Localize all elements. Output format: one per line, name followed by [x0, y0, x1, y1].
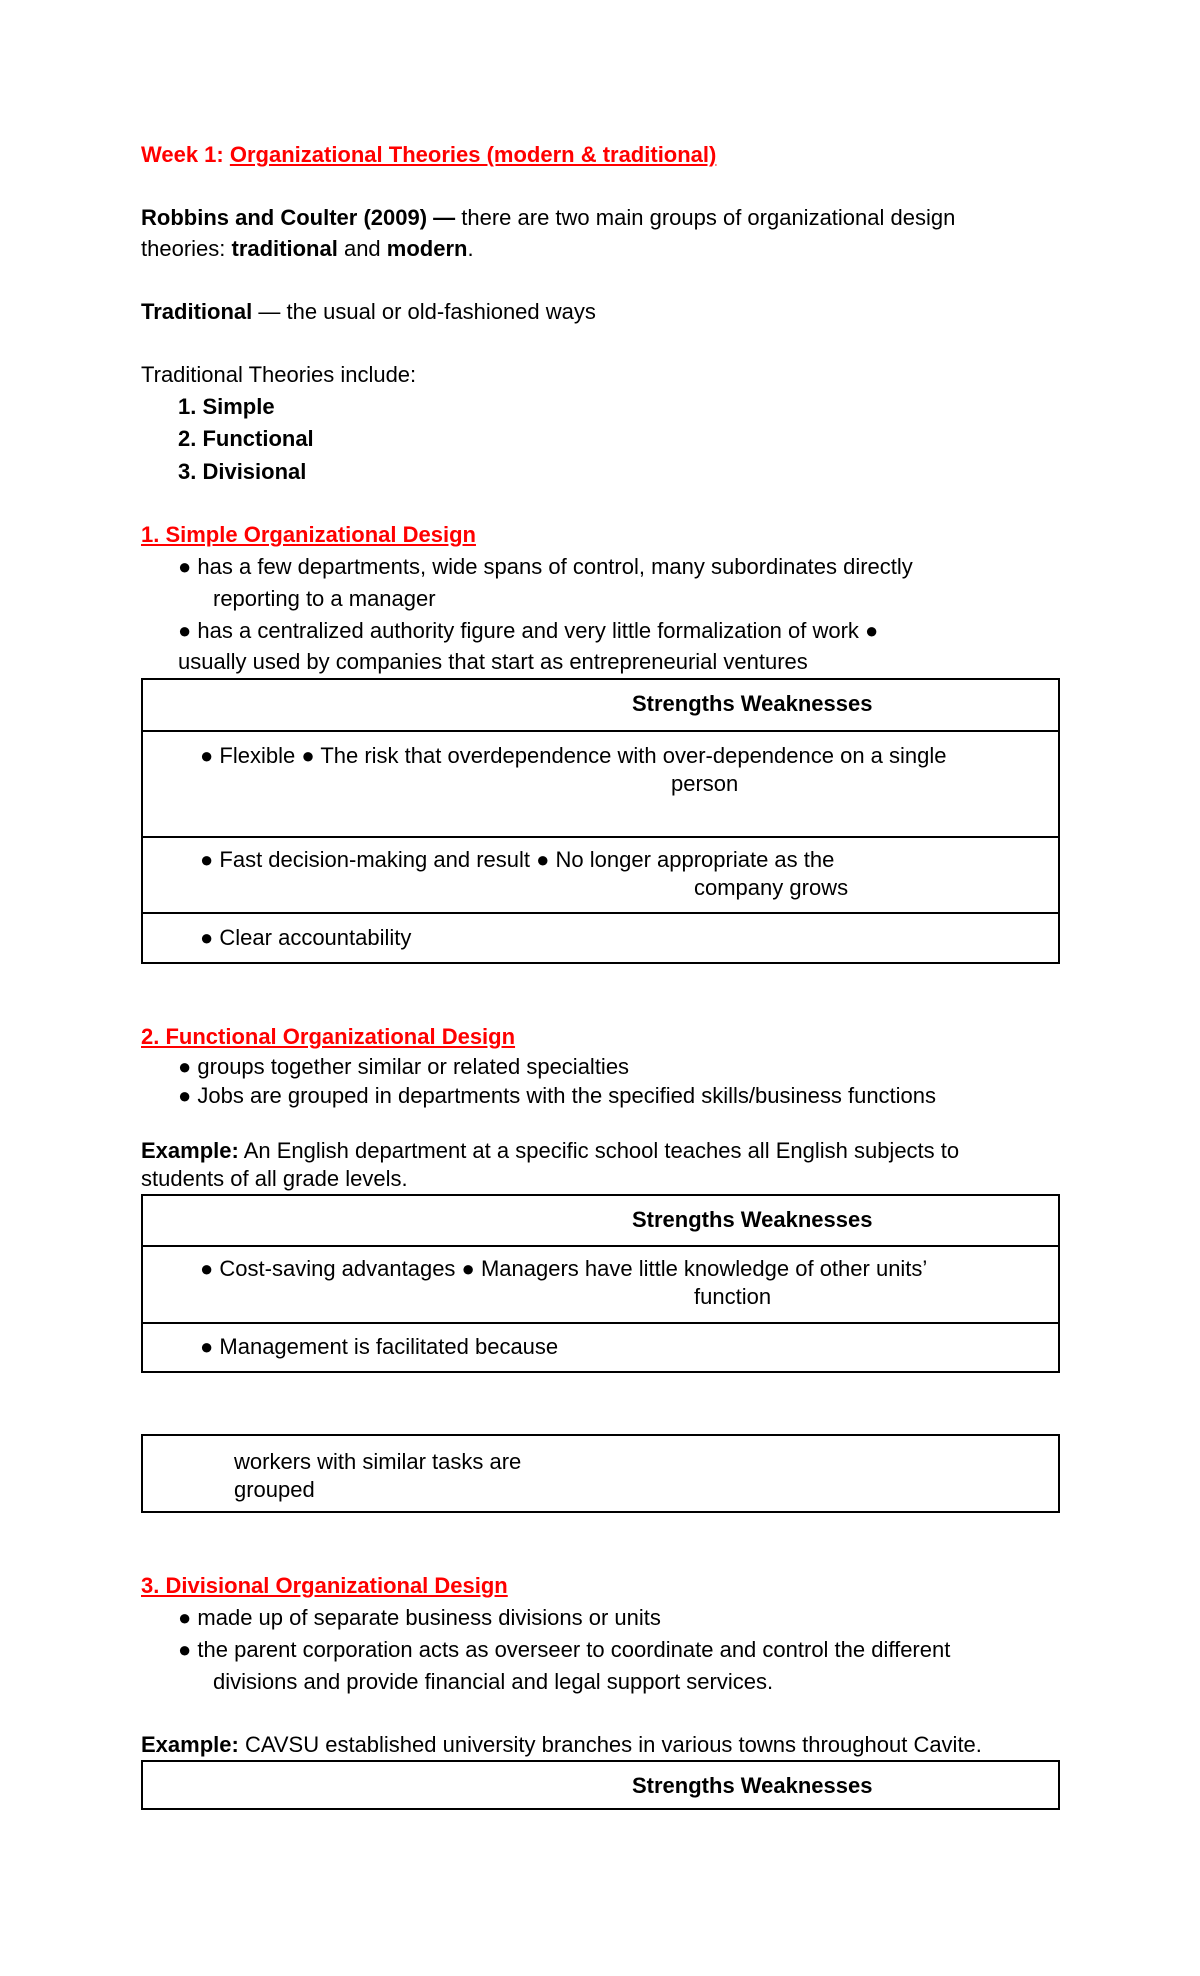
- divisional-bullet-2-cont: divisions and provide financial and legal support services.: [213, 1669, 774, 1694]
- week-heading: [141, 142, 716, 168]
- table-header-row: [143, 1196, 1058, 1245]
- intro-line-1: [141, 205, 955, 231]
- table-cell: company grows: [694, 875, 849, 900]
- week-title: Organizational Theories (modern & traditional): [229, 142, 717, 167]
- table-row: [143, 912, 1058, 962]
- example-text: An English department at a specific school teaches all English subjects to: [238, 1138, 960, 1163]
- divisional-heading: 3. Divisional Organizational Design: [141, 1573, 508, 1598]
- table-row: [143, 1322, 1058, 1371]
- table-header: Strengths Weaknesses: [632, 691, 873, 716]
- table-cell: ● Cost-saving advantages ● Managers have little knowledge of other units’: [200, 1256, 928, 1281]
- intro-text-2: theories:: [141, 236, 232, 261]
- theory-item-functional: 2. Functional: [178, 426, 314, 451]
- table-header: Strengths Weaknesses: [632, 1207, 873, 1232]
- traditional-def-text: — the usual or old-fashioned ways: [252, 299, 596, 324]
- simple-bullet-1-cont: reporting to a manager: [213, 586, 436, 611]
- table-cell: person: [671, 771, 739, 796]
- period: .: [467, 236, 474, 261]
- table-header-row: [143, 680, 1058, 730]
- table-cell: workers with similar tasks are: [234, 1449, 522, 1474]
- traditional-definition: [141, 299, 596, 325]
- traditional-def-term: Traditional: [141, 299, 253, 324]
- divisional-table: [141, 1760, 1060, 1810]
- traditional-term: traditional: [231, 236, 338, 261]
- functional-bullet-2: ● Jobs are grouped in departments with the specified skills/business functions: [178, 1083, 937, 1108]
- divisional-bullet-2: ● the parent corporation acts as overseer to coordinate and control the different: [178, 1637, 951, 1662]
- table-cell: function: [694, 1284, 772, 1309]
- theories-intro: Traditional Theories include:: [141, 362, 417, 387]
- simple-bullet-2: ● has a centralized authority figure and very little formalization of work ●: [178, 618, 879, 643]
- modern-term: modern: [386, 236, 468, 261]
- functional-heading: 2. Functional Organizational Design: [141, 1024, 516, 1049]
- functional-example: [141, 1138, 959, 1164]
- table-cell: grouped: [234, 1477, 315, 1502]
- source-citation: Robbins and Coulter (2009) —: [141, 205, 456, 230]
- simple-heading: 1. Simple Organizational Design: [141, 522, 476, 547]
- functional-example-cont: students of all grade levels.: [141, 1166, 408, 1191]
- table-row: [143, 836, 1058, 912]
- theory-item-simple: 1. Simple: [178, 394, 275, 419]
- example-label: Example:: [141, 1138, 239, 1163]
- functional-table-continued: [141, 1434, 1060, 1513]
- simple-bullet-3: usually used by companies that start as entrepreneurial ventures: [178, 649, 808, 674]
- table-cell: ● Clear accountability: [200, 925, 412, 950]
- simple-table: [141, 678, 1060, 964]
- divisional-bullet-1: ● made up of separate business divisions or units: [178, 1605, 661, 1630]
- table-row: [143, 730, 1058, 836]
- and-text: and: [337, 236, 387, 261]
- table-cell: ● Flexible ● The risk that overdependence with over-dependence on a single: [200, 743, 947, 768]
- functional-table: [141, 1194, 1060, 1373]
- intro-text: there are two main groups of organizational design: [455, 205, 956, 230]
- example-label: Example:: [141, 1732, 239, 1757]
- example-text: CAVSU established university branches in various towns throughout Cavite.: [238, 1732, 982, 1757]
- simple-bullet-1: ● has a few departments, wide spans of control, many subordinates directly: [178, 554, 913, 579]
- table-row: [143, 1245, 1058, 1322]
- divisional-example: [141, 1732, 982, 1758]
- table-cell: ● Fast decision-making and result ● No longer appropriate as the: [200, 847, 835, 872]
- intro-line-2: [141, 236, 474, 262]
- functional-bullet-1: ● groups together similar or related specialties: [178, 1054, 630, 1079]
- table-cell: ● Management is facilitated because: [200, 1334, 559, 1359]
- theory-item-divisional: 3. Divisional: [178, 459, 307, 484]
- week-label: Week 1:: [141, 142, 230, 167]
- table-header: Strengths Weaknesses: [632, 1773, 873, 1798]
